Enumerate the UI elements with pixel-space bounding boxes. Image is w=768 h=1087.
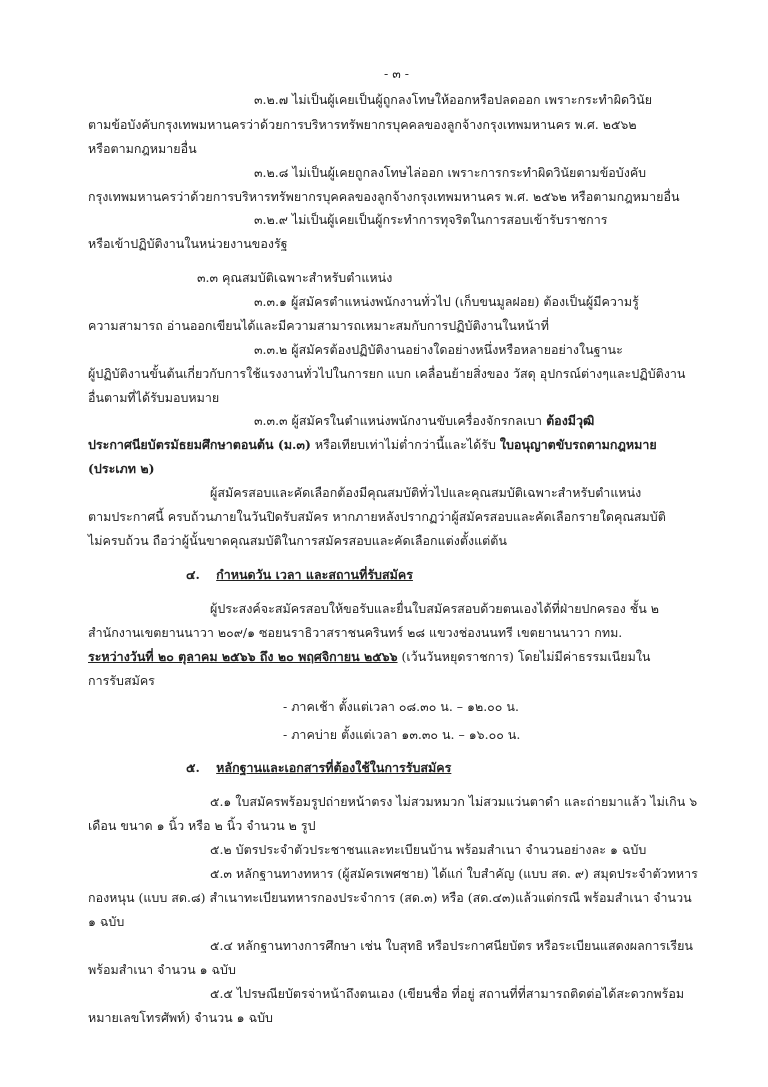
- item-5-5-line-2: หมายเลขโทรศัพท์) จำนวน ๑ ฉบับ: [88, 1010, 273, 1025]
- item-5-1-line-2: เดือน ขนาด ๑ นิ้ว หรือ ๒ นิ้ว จำนวน ๒ รูป: [88, 818, 316, 833]
- clause-3-2-8-line-2: กรุงเทพมหานครว่าด้วยการบริหารทรัพยากรบุคคลของลูกจ้างกรุงเทพมหานคร พ.ศ. ๒๕๖๒ หรือตามกฎหมายอื่น: [88, 189, 680, 204]
- application-period: ระหว่างวันที่ ๒๐ ตุลาคม ๒๕๖๖ ถึง ๒๐ พฤศจิกายน ๒๕๖๖: [88, 649, 398, 664]
- qualification-note-line-3: ไม่ครบถ้วน ถือว่าผู้นั้นขาดคุณสมบัติในการสมัครสอบและคัดเลือกแต่งตั้งแต่ต้น: [88, 533, 507, 548]
- item-5-2: ๕.๒ บัตรประจำตัวประชาชนและทะเบียนบ้าน พร้อมสำเนา จำนวนอย่างละ ๑ ฉบับ: [210, 842, 647, 857]
- section-3-3-heading: ๓.๓ คุณสมบัติเฉพาะสำหรับตำแหน่ง: [197, 270, 393, 285]
- section-4-line-1: ผู้ประสงค์จะสมัครสอบให้ขอรับและยื่นใบสมัครสอบด้วยตนเองได้ที่ฝ่ายปกครอง ชั้น ๒: [210, 601, 659, 616]
- clause-3-2-7-line-1: ๓.๒.๗ ไม่เป็นผู้เคยเป็นผู้ถูกลงโทษให้ออกหรือปลดออก เพราะกระทำผิดวินัย: [254, 92, 653, 107]
- item-5-5-line-1: ๕.๕ ไปรษณียบัตรจ่าหน้าถึงตนเอง (เขียนชื่อ ที่อยู่ สถานที่ที่สามารถติดต่อได้สะดวกพร้อม: [210, 986, 685, 1001]
- item-5-4-line-1: ๕.๔ หลักฐานทางการศึกษา เช่น ใบสุทธิ หรือประกาศนียบัตร หรือระเบียนแสดงผลการเรียน: [210, 938, 693, 953]
- clause-3-3-3-text: ๓.๓.๓ ผู้สมัครในตำแหน่งพนักงานขับเครื่องจักรกลเบา: [254, 413, 547, 428]
- item-5-3-line-3: ๑ ฉบับ: [88, 914, 125, 929]
- section-4-line-3: [88, 649, 650, 665]
- item-5-3-line-2: กองหนุน (แบบ สด.๘) สำเนาทะเบียนทหารกองประจำการ (สด.๓) หรือ (สด.๔๓)แล้วแต่กรณี พร้อมสำเนา จำนวน: [88, 890, 692, 905]
- clause-3-3-3-license: ใบอนุญาตขับรถตามกฎหมาย: [499, 437, 657, 452]
- clause-3-3-3-line-1: [254, 413, 594, 429]
- clause-3-3-3-emphasis: ต้องมีวุฒิ: [546, 413, 595, 428]
- clause-3-3-3-line-2: [88, 437, 657, 453]
- clause-3-2-9-line-1: ๓.๒.๙ ไม่เป็นผู้เคยเป็นผู้กระทำการทุจริตในการสอบเข้ารับราชการ: [254, 212, 608, 227]
- clause-3-2-8-line-1: ๓.๒.๘ ไม่เป็นผู้เคยถูกลงโทษไล่ออก เพราะการกระทำผิดวินัยตามข้อบังคับ: [254, 165, 647, 180]
- section-4-heading: [186, 567, 413, 583]
- section-4-line-4: การรับสมัคร: [88, 673, 155, 688]
- section-4-line-2: สำนักงานเขตยานนาวา ๒๐๙/๑ ซอยนราธิวาสราชนครินทร์ ๒๘ แขวงช่องนนทรี เขตยานนาวา กทม.: [88, 625, 623, 640]
- qualification-note-line-1: ผู้สมัครสอบและคัดเลือกต้องมีคุณสมบัติทั่วไปและคุณสมบัติเฉพาะสำหรับตำแหน่ง: [210, 485, 642, 500]
- qualification-note-line-2: ตามประกาศนี้ ครบถ้วนภายในวันปิดรับสมัคร หากภายหลังปรากฏว่าผู้สมัครสอบและคัดเลือกรายใดคุณสมบัติ: [88, 509, 666, 524]
- item-5-3-line-1: ๕.๓ หลักฐานทางทหาร (ผู้สมัครเพศชาย) ได้แก่ ใบสำคัญ (แบบ สด. ๙) สมุดประจำตัวทหาร: [210, 866, 698, 881]
- section-5-title: หลักฐานและเอกสารที่ต้องใช้ในการรับสมัคร: [216, 760, 452, 775]
- morning-hours: - ภาคเช้า ตั้งแต่เวลา ๐๘.๓๐ น. – ๑๒.๐๐ น.: [283, 699, 519, 714]
- section-5-number: ๕.: [186, 760, 200, 775]
- section-4-title: กำหนดวัน เวลา และสถานที่รับสมัคร: [216, 567, 413, 582]
- section-4-number: ๔.: [186, 567, 200, 582]
- clause-3-2-9-line-2: หรือเข้าปฏิบัติงานในหน่วยงานของรัฐ: [88, 236, 288, 251]
- clause-3-3-2-line-1: ๓.๓.๒ ผู้สมัครต้องปฏิบัติงานอย่างใดอย่างหนึ่งหรือหลายอย่างในฐานะ: [254, 342, 623, 357]
- clause-3-3-1-line-1: ๓.๓.๑ ผู้สมัครตำแหน่งพนักงานทั่วไป (เก็บขนมูลฝอย) ต้องเป็นผู้มีความรู้: [254, 294, 639, 309]
- page-number: - ๓ -: [384, 66, 409, 81]
- clause-3-3-1-line-2: ความสามารถ อ่านออกเขียนได้และมีความสามารถเหมาะสมกับการปฏิบัติงานในหน้าที่: [88, 318, 549, 333]
- clause-3-3-2-line-2: ผู้ปฏิบัติงานขั้นต้นเกี่ยวกับการใช้แรงงานทั่วไปในการยก แบก เคลื่อนย้ายสิ่งของ วัสดุ อุปกรณ์ต่างๆและปฏิบัติงาน: [88, 366, 686, 381]
- section-5-heading: [186, 760, 451, 776]
- clause-3-3-2-line-3: อื่นตามที่ได้รับมอบหมาย: [88, 390, 220, 405]
- clause-3-3-3-middle-text: หรือเทียบเท่าไม่ต่ำกว่านี้และได้รับ: [310, 437, 500, 452]
- item-5-1-line-1: ๕.๑ ใบสมัครพร้อมรูปถ่ายหน้าตรง ไม่สวมหมวก ไม่สวมแว่นตาดำ และถ่ายมาแล้ว ไม่เกิน ๖: [210, 794, 698, 809]
- clause-3-3-3-certificate: ประกาศนียบัตรมัธยมศึกษาตอนต้น (ม.๓): [88, 437, 311, 452]
- afternoon-hours: - ภาคบ่าย ตั้งแต่เวลา ๑๓.๓๐ น. – ๑๖.๐๐ น.: [283, 727, 521, 742]
- clause-3-2-7-line-2: ตามข้อบังคับกรุงเทพมหานครว่าด้วยการบริหารทรัพยากรบุคคลของลูกจ้างกรุงเทพมหานคร พ.ศ. ๒๕๖๒: [88, 117, 637, 132]
- item-5-4-line-2: พร้อมสำเนา จำนวน ๑ ฉบับ: [88, 962, 236, 977]
- clause-3-3-3-line-3: (ประเภท ๒): [88, 461, 155, 476]
- section-4-line-3-text: (เว้นวันหยุดราชการ) โดยไม่มีค่าธรรมเนียมใน: [397, 649, 651, 664]
- clause-3-2-7-line-3: หรือตามกฎหมายอื่น: [88, 141, 197, 156]
